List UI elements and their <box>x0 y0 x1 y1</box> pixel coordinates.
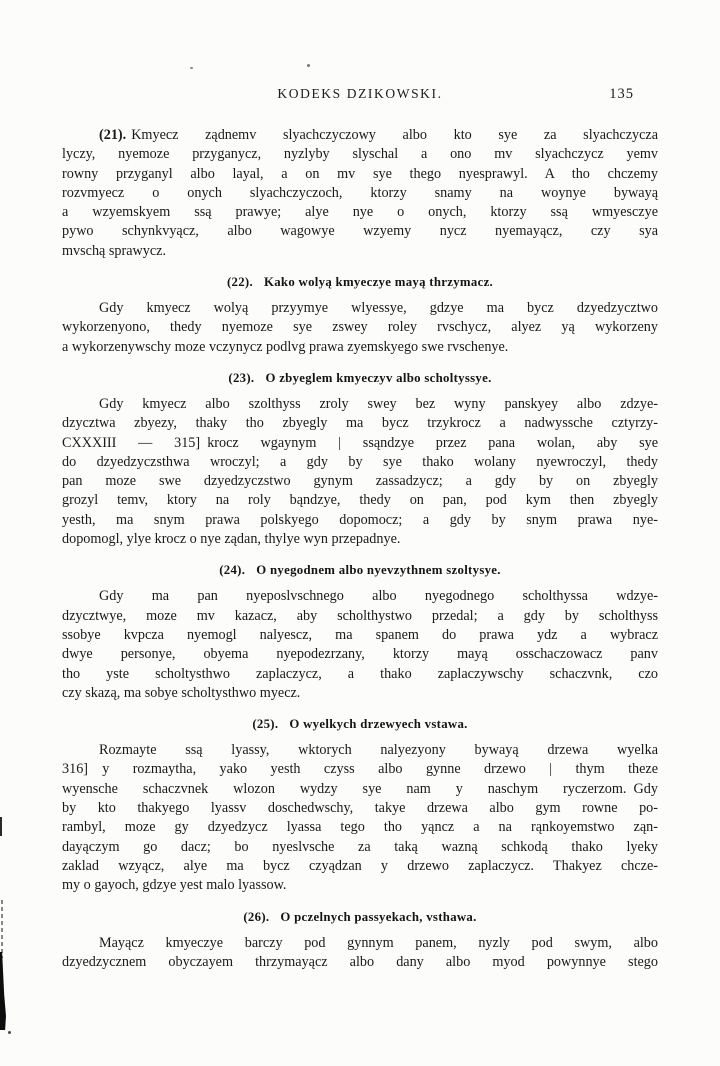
text-line: dzycztwa zbyezy, thaky tho zbyegly ma bycz trzykrocz a nadwyssche cztyrzy- <box>62 415 658 432</box>
text-line: by kto thakyego lyassv doschedwschy, takye drzewa albo gym rowne po- <box>62 800 658 817</box>
text-line: Rozmayte ssą lyassy, wktorych nalyezyony bywayą drzewa wyelka <box>99 742 658 759</box>
section-heading-title: O pczelnych passyekach, vsthawa. <box>280 909 477 924</box>
text-line: lyczy, nyemoze przyganycz, nyzlyby slyschal a ono mv slyachczycz yemv <box>62 146 658 163</box>
text-line: Gdy kmyecz wolyą przyymye wlyessye, gdzye ma bycz dzyedzycztwo <box>99 300 658 317</box>
ink-dot <box>8 1031 11 1034</box>
section-heading-title: O wyelkych drzewyech vstawa. <box>289 717 468 732</box>
text-line: czy skazą, ma sobye scholtysthwo myecz. <box>62 684 301 701</box>
text-line: grozyl temv, ktory na roly bąndzye, thedy on pan, pod kym then zbyegly <box>62 492 658 509</box>
section-heading <box>62 562 658 579</box>
paragraph-number: (21). <box>99 127 127 143</box>
running-header <box>62 86 658 102</box>
ink-streak-faint <box>1 900 3 958</box>
paragraph <box>62 299 658 357</box>
section-22 <box>62 274 658 357</box>
paragraph <box>62 395 658 549</box>
text-line: dzyedzycznem obyczayem thrzymayącz albo dany albo myod powynnye stego <box>62 953 658 970</box>
paragraph <box>62 587 658 703</box>
section-heading-title: Kako wolyą kmyeczye mayą thrzymacz. <box>263 275 494 290</box>
text-line: 316] y rozmaytha, yako yesth czyss albo gynne drzewo | thym theze <box>62 761 658 778</box>
section-heading <box>62 274 658 291</box>
section-26 <box>62 909 658 973</box>
text-line: zaklad wzyącz, alye ma bycz czyądzan y drzewo zaplaczycz. Thakyez chcze- <box>62 857 658 874</box>
section-heading-title: O nyegodnem albo nyevzythnem szoltysye. <box>256 563 501 578</box>
text-line: rambyl, moze gy dzyedzycz lyassa tego tho yąncz a na rąnkoyemstwo ząn- <box>62 819 658 836</box>
text-line: Gdy kmyecz albo szolthyss zroly swey bez wyny panskyey albo zdzye- <box>99 395 658 412</box>
text-line: rozvmyecz o onych slyachczyczoch, ktorzy snamy na woynye bywayą <box>62 184 658 201</box>
section-heading <box>62 909 658 926</box>
text-line: my o gayoch, gdzye yest malo lyassow. <box>62 877 287 894</box>
section-heading-title: O zbyeglem kmyeczyv albo scholtyssye. <box>265 370 492 385</box>
text-line: Gdy ma pan nyeposlvschnego albo nyegodnego scholthyssa wdzye- <box>99 588 658 605</box>
text-line: wyensche schaczvnek wlozon wydzy sye nam y naschym ryczerzom. Gdy <box>62 780 658 797</box>
ink-mark-left-edge <box>0 817 2 836</box>
section-heading <box>62 370 658 387</box>
section-21 <box>62 126 658 261</box>
ink-speck <box>307 64 310 67</box>
section-23 <box>62 370 658 549</box>
text-line: (21). Kmyecz ządnemv slyachczyczowy albo kto sye za slyachczycza <box>99 127 658 143</box>
ink-speck <box>190 67 193 69</box>
text-line: wykorzenyono, thedy nyemoze sye zswey roley rvschycz, alyez yą wykorzeny <box>62 319 658 336</box>
text-line: tho yste scholtysthwo zaplaczycz, a thako zaplaczywschy schaczvnk, czo <box>62 665 658 682</box>
text-line: pywo schynkvyącz, albo wagowye wzyemy nycz nyemayącz, czy sya <box>62 223 658 240</box>
text-line: Mayącz kmyeczye barczy pod gynnym panem, nyzly pod swym, albo <box>99 934 658 951</box>
text-line: rowny przyganyl albo layal, a on mv sye thego nyesprawyl. A tho chczemy <box>62 165 658 182</box>
section-heading <box>62 716 658 733</box>
text-line: yesth, ma snym prawa polskyego dopomocz; a gdy by snym prawa nye- <box>62 511 658 528</box>
text-line: mvschą sprawycz. <box>62 242 167 259</box>
section-heading-number: (26). <box>243 909 270 924</box>
section-heading-number: (25). <box>252 717 279 732</box>
text-line: a wykorzenywschy moze vczynycz podlvg prawa zyemskyego swe rvschenye. <box>62 338 509 355</box>
paragraph <box>62 934 658 973</box>
text-line: ssobye kvpcza nyemogl nalyescz, ma spanem do prawa ydz a wybracz <box>62 626 658 643</box>
paragraph <box>62 126 658 261</box>
ink-streak-solid <box>0 952 6 1030</box>
running-title: KODEKS DZIKOWSKI. <box>277 86 443 101</box>
text-line: dayączym go dacz; bo nyeslvsche za taką wazną schkodą thako lyeky <box>62 838 658 855</box>
text-line: dzycztwye, moze mv kazacz, aby scholthystwo przedal; a gdy by scholthyss <box>62 607 658 624</box>
section-heading-number: (24). <box>219 563 246 578</box>
section-24 <box>62 562 658 703</box>
text-line: do dzyedzyczsthwa wroczyl; a gdy by sye thako wolany nyewroczyl, thedy <box>62 453 658 470</box>
text-line: dwye personye, obyema nyepodezrzany, ktorzy mayą osschaczowacz panv <box>62 646 658 663</box>
page-body <box>62 126 658 972</box>
text-line: a wzyemskyem ssą prawye; alye nye o onych, ktorzy ssą wmyesczye <box>62 204 658 221</box>
text-line: pan moze swe dzyedzyczstwo gynym zassadzycz; a gdy by on zbyegly <box>62 473 658 490</box>
paragraph <box>62 741 658 895</box>
section-25 <box>62 716 658 895</box>
text-line: dopomogl, ylye krocz o nye ządan, thylye wyn przepadnye. <box>62 531 401 548</box>
text-line: CXXXIII — 315] krocz wgaynym | ssąndzye przez pana wolan, aby sye <box>62 434 658 451</box>
section-heading-number: (22). <box>226 275 253 290</box>
page-number: 135 <box>609 86 634 102</box>
section-heading-number: (23). <box>228 370 255 385</box>
